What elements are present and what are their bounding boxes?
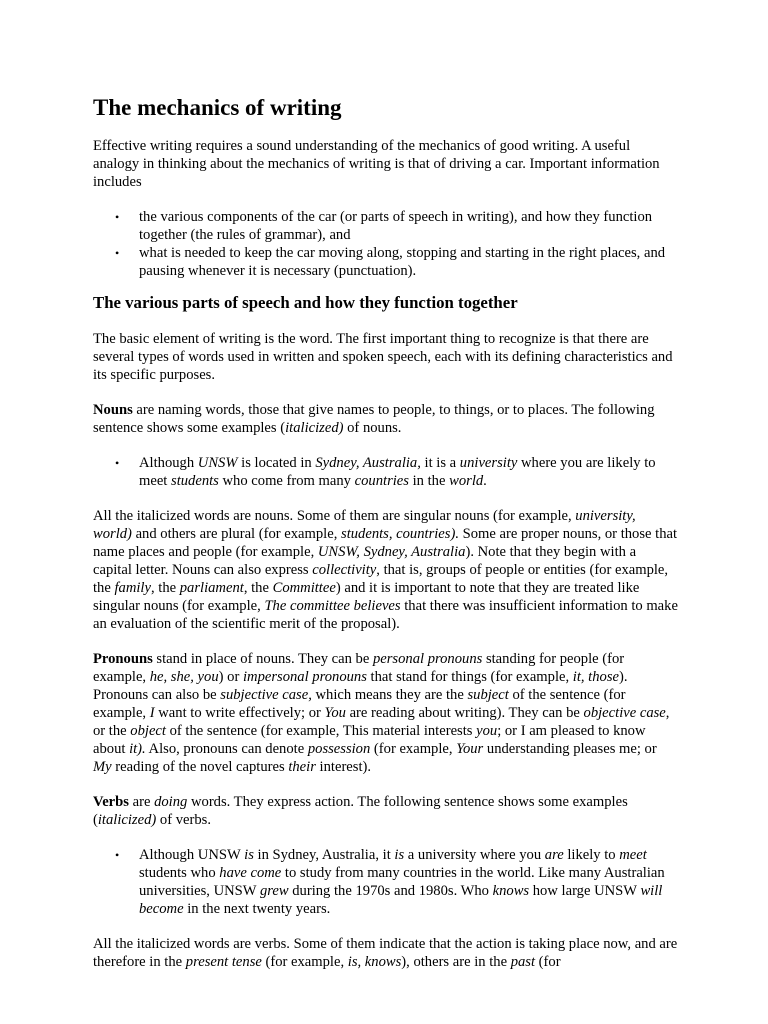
bullet-icon: • bbox=[115, 456, 120, 470]
list-item bbox=[93, 454, 678, 490]
verbs-paragraph: Verbs are doing words. They express action. The following sentence shows some examples (italicized) of verbs. bbox=[93, 794, 628, 828]
verbs-term: Verbs bbox=[93, 794, 129, 810]
nouns-paragraph: Nouns are naming words, those that give names to people, to things, or to places. The following sentence shows some examples (italicized) of nouns. bbox=[93, 402, 655, 436]
pronouns-paragraph: Pronouns stand in place of nouns. They can be personal pronouns standing for people (for example, he, she, you) or impersonal pronouns that stand for things (for example, it, those). Pronouns can also be subjective case, which means they are the subject of the sentence (for example, I want to write effectively; or You are reading about writing). They can be objective case, or the object of the sentence (for example, This material interests you; or I am pleased to know about it). Also, pronouns can denote possession (for example, Your understanding pleases me; or My reading of the novel captures their interest). bbox=[93, 651, 670, 775]
nouns-example-list bbox=[93, 454, 678, 490]
list-item-text: what is needed to keep the car moving along, stopping and starting in the right places, and pausing whenever it is necessary (punctuation). bbox=[139, 245, 666, 279]
verbs-example-list bbox=[93, 846, 678, 918]
bullet-icon: • bbox=[115, 848, 120, 862]
pronouns-term: Pronouns bbox=[93, 651, 153, 667]
section-heading: The various parts of speech and how they function together bbox=[93, 293, 518, 312]
nouns-example-text: Although UNSW is located in Sydney, Australia, it is a university where you are likely to meet students who come from many countries in the world. bbox=[139, 455, 656, 489]
bullet-icon: • bbox=[115, 210, 120, 224]
intro-paragraph: Effective writing requires a sound understanding of the mechanics of good writing. A useful analogy in thinking about the mechanics of writing is that of driving a car. Important information includes bbox=[93, 138, 660, 190]
basic-element-paragraph: The basic element of writing is the word. The first important thing to recognize is that there are several types of words used in written and spoken speech, each with its defining characteristics and its specific purposes. bbox=[93, 331, 673, 383]
list-item-text: the various components of the car (or parts of speech in writing), and how they function together (the rules of grammar), and bbox=[139, 209, 653, 243]
nouns-explanation-paragraph: All the italicized words are nouns. Some of them are singular nouns (for example, university, world) and others are plural (for example, students, countries). Some are proper nouns, or those that name places and people (for example, UNSW, Sydney, Australia). Note that they begin with a capital letter. Nouns can also express collectivity, that is, groups of people or entities (for example, the family, the parliament, the Committee) and it is important to note that they are treated like singular nouns (for example, The committee believes that there was insufficient information to make an evaluation of the scientific merit of the proposal). bbox=[93, 508, 678, 632]
list-item bbox=[93, 244, 678, 280]
bullet-icon: • bbox=[115, 246, 120, 260]
verbs-explanation-paragraph: All the italicized words are verbs. Some of them indicate that the action is taking place now, and are therefore in the present tense (for example, is, knows), others are in the past (for bbox=[93, 936, 678, 970]
verbs-example-text: Although UNSW is in Sydney, Australia, it is a university where you are likely to meet students who have come to study from many countries in the world. Like many Australian universities, UNSW grew during the 1970s and 1980s. Who knows how large UNSW will become in the next twenty years. bbox=[139, 847, 665, 917]
page-title: The mechanics of writing bbox=[93, 95, 342, 120]
list-item bbox=[93, 208, 678, 244]
list-item bbox=[93, 846, 678, 918]
nouns-term: Nouns bbox=[93, 402, 133, 418]
intro-bullet-list bbox=[93, 208, 678, 280]
